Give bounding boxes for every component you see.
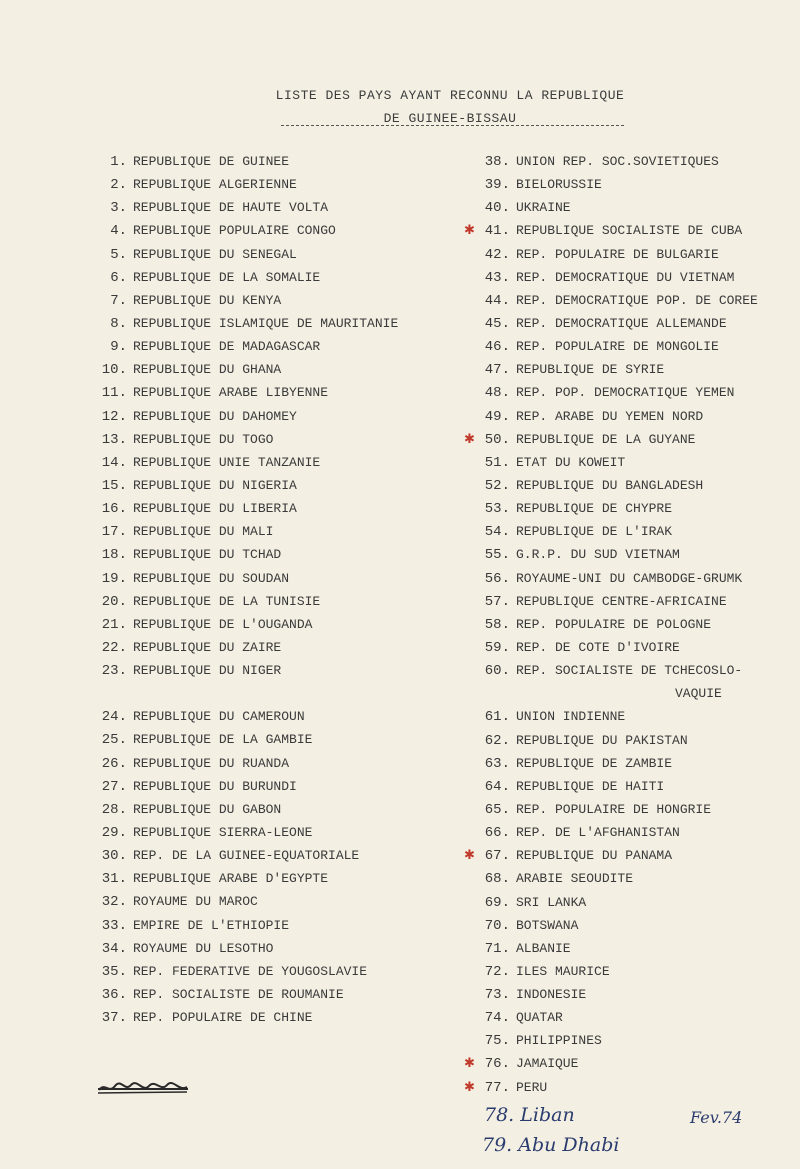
list-item bbox=[470, 937, 790, 960]
list-item bbox=[95, 775, 455, 798]
item-number: 15. bbox=[101, 477, 127, 494]
item-number: 42. bbox=[484, 246, 510, 263]
country-name: REPUBLIQUE SOCIALISTE DE CUBA bbox=[516, 223, 743, 239]
country-name: REP. SOCIALISTE DE TCHECOSLO- bbox=[516, 663, 743, 679]
item-number: 3. bbox=[110, 200, 127, 217]
list-item bbox=[95, 451, 455, 474]
country-name: REP. DE L'AFGHANISTAN bbox=[516, 825, 680, 841]
country-name: BOTSWANA bbox=[516, 917, 579, 933]
list-item bbox=[95, 497, 455, 520]
item-number: 32. bbox=[101, 894, 127, 911]
country-name: SRI LANKA bbox=[516, 894, 587, 910]
country-name: REPUBLIQUE DU GABON bbox=[133, 801, 282, 817]
country-name: REPUBLIQUE DU SOUDAN bbox=[133, 570, 290, 586]
list-item bbox=[95, 960, 455, 983]
country-name: REPUBLIQUE DE L'IRAK bbox=[516, 524, 673, 540]
country-name: EMPIRE DE L'ETHIOPIE bbox=[133, 917, 290, 933]
list-item bbox=[470, 358, 790, 381]
list-item bbox=[470, 705, 790, 728]
country-name: ROYAUME-UNI DU CAMBODGE-GRUMK bbox=[516, 570, 743, 586]
list-item bbox=[470, 775, 790, 798]
list-item bbox=[470, 613, 790, 636]
title-underline bbox=[281, 125, 624, 126]
item-number: 52. bbox=[484, 477, 510, 494]
list-item bbox=[470, 335, 790, 358]
country-name: REPUBLIQUE POPULAIRE CONGO bbox=[133, 223, 336, 239]
item-number: 2. bbox=[110, 177, 127, 194]
item-number: 31. bbox=[101, 871, 127, 888]
item-number: 24. bbox=[101, 709, 127, 726]
country-name: REPUBLIQUE DU BANGLADESH bbox=[516, 477, 704, 493]
country-name: REPUBLIQUE DE GUINEE bbox=[133, 154, 290, 169]
list-item bbox=[470, 983, 790, 1006]
item-number: 18. bbox=[101, 547, 127, 564]
item-number: 34. bbox=[101, 940, 127, 957]
item-number: 53. bbox=[484, 501, 510, 518]
country-name: REPUBLIQUE DU ZAIRE bbox=[133, 639, 282, 655]
crossed-out-signature bbox=[97, 1080, 189, 1096]
list-item bbox=[95, 798, 455, 821]
item-number: 11. bbox=[101, 385, 127, 402]
list-item bbox=[470, 960, 790, 983]
item-number: 26. bbox=[101, 755, 127, 772]
list-item bbox=[470, 636, 790, 659]
country-name: REP. DEMOCRATIQUE POP. DE COREE bbox=[516, 292, 758, 308]
country-name: UNION REP. SOC.SOVIETIQUES bbox=[516, 154, 719, 169]
handwritten-entry-78: 78. Liban bbox=[484, 1104, 575, 1126]
country-name: REPUBLIQUE DU MALI bbox=[133, 524, 274, 540]
list-item bbox=[95, 890, 455, 913]
country-name: UNION INDIENNE bbox=[516, 709, 626, 725]
item-number: 48. bbox=[484, 385, 510, 402]
list-item bbox=[95, 1006, 455, 1029]
list-item bbox=[470, 196, 790, 219]
country-name: REPUBLIQUE SIERRA-LEONE bbox=[133, 824, 313, 840]
red-asterisk-icon: ✱ bbox=[464, 223, 475, 239]
country-name: REPUBLIQUE DU LIBERIA bbox=[133, 501, 297, 517]
item-number: 57. bbox=[484, 593, 510, 610]
list-item bbox=[95, 983, 455, 1006]
item-number: 74. bbox=[484, 1010, 510, 1027]
country-name: REPUBLIQUE DE SYRIE bbox=[516, 362, 665, 378]
list-item bbox=[95, 358, 455, 381]
country-name: REPUBLIQUE DU RUANDA bbox=[133, 755, 290, 771]
item-number: 39. bbox=[484, 177, 510, 194]
list-item bbox=[464, 1052, 790, 1075]
list-item bbox=[470, 520, 790, 543]
list-item bbox=[470, 1006, 790, 1029]
list-item bbox=[464, 844, 790, 867]
country-name: ILES MAURICE bbox=[516, 963, 610, 979]
country-list-right bbox=[464, 150, 790, 1099]
country-name: PERU bbox=[516, 1079, 548, 1095]
list-item bbox=[95, 867, 455, 890]
country-name: REPUBLIQUE DE L'OUGANDA bbox=[133, 616, 313, 632]
country-name: REP. POPULAIRE DE POLOGNE bbox=[516, 616, 712, 632]
country-name: REPUBLIQUE DU PAKISTAN bbox=[516, 732, 688, 748]
item-number: 6. bbox=[110, 269, 127, 286]
item-number: 60. bbox=[484, 663, 510, 680]
item-number: 47. bbox=[484, 362, 510, 379]
country-name: REPUBLIQUE DE LA GUYANE bbox=[516, 431, 696, 447]
country-name: REPUBLIQUE CENTRE-AFRICAINE bbox=[516, 593, 727, 609]
country-name: BIELORUSSIE bbox=[516, 177, 602, 193]
country-name: REPUBLIQUE DE LA TUNISIE bbox=[133, 593, 321, 609]
list-item bbox=[95, 590, 455, 613]
country-name: REPUBLIQUE DE HAITI bbox=[516, 778, 665, 794]
item-number: 67. bbox=[484, 848, 510, 865]
list-item bbox=[470, 1029, 790, 1052]
item-number: 20. bbox=[101, 593, 127, 610]
list-spacer bbox=[95, 682, 455, 705]
country-name: REPUBLIQUE DU TOGO bbox=[133, 431, 274, 447]
item-number: 9. bbox=[110, 339, 127, 356]
list-item bbox=[470, 173, 790, 196]
list-item bbox=[95, 289, 455, 312]
item-number: 55. bbox=[484, 547, 510, 564]
document-title-line1: LISTE DES PAYS AYANT RECONNU LA REPUBLIQUE bbox=[275, 88, 625, 103]
country-name: REPUBLIQUE ISLAMIQUE DE MAURITANIE bbox=[133, 315, 399, 331]
item-number: 4. bbox=[110, 223, 127, 240]
country-name-continuation: VAQUIE bbox=[675, 686, 722, 702]
country-name: REPUBLIQUE DE ZAMBIE bbox=[516, 755, 673, 771]
list-item bbox=[95, 937, 455, 960]
country-name: REP. POPULAIRE DE BULGARIE bbox=[516, 246, 719, 262]
country-name: REPUBLIQUE DE HAUTE VOLTA bbox=[133, 200, 329, 216]
country-name: REP. POPULAIRE DE CHINE bbox=[133, 1010, 313, 1026]
list-item bbox=[464, 219, 790, 242]
list-item bbox=[470, 243, 790, 266]
country-name: REPUBLIQUE DE LA SOMALIE bbox=[133, 269, 321, 285]
country-name: REPUBLIQUE UNIE TANZANIE bbox=[133, 454, 321, 470]
country-name: G.R.P. DU SUD VIETNAM bbox=[516, 547, 680, 563]
country-name: REP. POP. DEMOCRATIQUE YEMEN bbox=[516, 385, 735, 401]
list-item bbox=[470, 798, 790, 821]
item-number: 12. bbox=[101, 408, 127, 425]
item-number: 69. bbox=[484, 894, 510, 911]
item-number: 35. bbox=[101, 963, 127, 980]
list-item bbox=[470, 590, 790, 613]
list-item bbox=[470, 821, 790, 844]
list-item bbox=[95, 196, 455, 219]
country-name: REP. DE COTE D'IVOIRE bbox=[516, 639, 680, 655]
item-number: 44. bbox=[484, 292, 510, 309]
item-number: 27. bbox=[101, 778, 127, 795]
item-number: 10. bbox=[101, 362, 127, 379]
item-number: 40. bbox=[484, 200, 510, 217]
list-item bbox=[464, 428, 790, 451]
list-item bbox=[95, 567, 455, 590]
item-number: 54. bbox=[484, 524, 510, 541]
country-name: REPUBLIQUE DU NIGERIA bbox=[133, 477, 297, 493]
item-number: 58. bbox=[484, 616, 510, 633]
list-item bbox=[95, 219, 455, 242]
item-number: 50. bbox=[484, 431, 510, 448]
list-item bbox=[95, 821, 455, 844]
country-name: REPUBLIQUE DU GHANA bbox=[133, 362, 282, 378]
item-number: 65. bbox=[484, 801, 510, 818]
item-number: 49. bbox=[484, 408, 510, 425]
country-name: PHILIPPINES bbox=[516, 1033, 602, 1049]
country-name: QUATAR bbox=[516, 1010, 563, 1026]
item-number: 5. bbox=[110, 246, 127, 263]
list-item bbox=[95, 405, 455, 428]
item-number: 46. bbox=[484, 339, 510, 356]
item-number: 14. bbox=[101, 454, 127, 471]
item-number: 72. bbox=[484, 963, 510, 980]
list-item bbox=[470, 497, 790, 520]
list-item bbox=[95, 659, 455, 682]
list-item bbox=[470, 914, 790, 937]
red-asterisk-icon: ✱ bbox=[464, 1056, 475, 1072]
list-item bbox=[95, 914, 455, 937]
list-item bbox=[470, 266, 790, 289]
item-number: 63. bbox=[484, 755, 510, 772]
item-number: 16. bbox=[101, 501, 127, 518]
item-number: 56. bbox=[484, 570, 510, 587]
item-number: 21. bbox=[101, 616, 127, 633]
item-number: 41. bbox=[484, 223, 510, 240]
item-number: 76. bbox=[484, 1056, 510, 1073]
item-number: 17. bbox=[101, 524, 127, 541]
item-number: 22. bbox=[101, 639, 127, 656]
item-number: 38. bbox=[484, 154, 510, 170]
item-number: 51. bbox=[484, 454, 510, 471]
list-item bbox=[95, 266, 455, 289]
country-name: REP. POPULAIRE DE MONGOLIE bbox=[516, 339, 719, 355]
list-item bbox=[95, 520, 455, 543]
list-item bbox=[95, 381, 455, 404]
item-number: 75. bbox=[484, 1033, 510, 1050]
list-item bbox=[470, 289, 790, 312]
country-name: UKRAINE bbox=[516, 200, 571, 216]
item-number: 29. bbox=[101, 824, 127, 841]
country-name: REPUBLIQUE DE LA GAMBIE bbox=[133, 732, 313, 748]
country-name: REPUBLIQUE DE CHYPRE bbox=[516, 501, 673, 517]
item-number: 43. bbox=[484, 269, 510, 286]
country-name: REPUBLIQUE DU PANAMA bbox=[516, 848, 673, 864]
list-item bbox=[95, 752, 455, 775]
list-item bbox=[470, 451, 790, 474]
country-name: REPUBLIQUE ARABE D'EGYPTE bbox=[133, 871, 329, 887]
country-name: REP. ARABE DU YEMEN NORD bbox=[516, 408, 704, 424]
item-number: 62. bbox=[484, 732, 510, 749]
item-number: 33. bbox=[101, 917, 127, 934]
country-name: REPUBLIQUE DU DAHOMEY bbox=[133, 408, 297, 424]
country-name: ROYAUME DU MAROC bbox=[133, 894, 258, 910]
item-number: 8. bbox=[110, 315, 127, 332]
handwritten-entry-79: 79. Abu Dhabi bbox=[482, 1134, 620, 1156]
country-name: ARABIE SEOUDITE bbox=[516, 871, 634, 887]
list-item bbox=[470, 659, 790, 682]
country-name: REPUBLIQUE DU KENYA bbox=[133, 292, 282, 308]
list-item bbox=[470, 474, 790, 497]
list-item bbox=[470, 543, 790, 566]
country-name: REPUBLIQUE DU BURUNDI bbox=[133, 778, 297, 794]
list-item bbox=[470, 867, 790, 890]
red-asterisk-icon: ✱ bbox=[464, 848, 475, 864]
country-name: INDONESIE bbox=[516, 987, 587, 1003]
list-item bbox=[95, 150, 455, 173]
country-name: JAMAIQUE bbox=[516, 1056, 579, 1072]
item-number: 64. bbox=[484, 778, 510, 795]
country-name: REPUBLIQUE DE MADAGASCAR bbox=[133, 339, 321, 355]
item-number: 30. bbox=[101, 848, 127, 865]
item-number: 71. bbox=[484, 940, 510, 957]
country-name: REP. DEMOCRATIQUE DU VIETNAM bbox=[516, 269, 735, 285]
item-number: 59. bbox=[484, 639, 510, 656]
country-name: ALBANIE bbox=[516, 940, 571, 956]
list-item bbox=[95, 243, 455, 266]
document-title-line2: DE GUINEE-BISSAU bbox=[383, 111, 517, 126]
handwritten-date-note: Fev.74 bbox=[690, 1108, 743, 1127]
country-name: REPUBLIQUE ALGERIENNE bbox=[133, 177, 297, 193]
list-item bbox=[470, 752, 790, 775]
list-item bbox=[95, 474, 455, 497]
list-item bbox=[95, 705, 455, 728]
country-name: REPUBLIQUE DU CAMEROUN bbox=[133, 709, 305, 725]
country-name: REP. POPULAIRE DE HONGRIE bbox=[516, 801, 712, 817]
item-number: 23. bbox=[101, 663, 127, 680]
list-item bbox=[95, 728, 455, 751]
item-number: 77. bbox=[484, 1079, 510, 1096]
item-number: 68. bbox=[484, 871, 510, 888]
item-number: 19. bbox=[101, 570, 127, 587]
country-name: REPUBLIQUE ARABE LIBYENNE bbox=[133, 385, 329, 401]
list-item bbox=[470, 891, 790, 914]
country-name: REPUBLIQUE DU NIGER bbox=[133, 663, 282, 679]
list-item bbox=[470, 405, 790, 428]
country-name: REPUBLIQUE DU TCHAD bbox=[133, 547, 282, 563]
list-item bbox=[95, 543, 455, 566]
list-item bbox=[470, 150, 790, 173]
item-number: 66. bbox=[484, 825, 510, 842]
list-item bbox=[95, 636, 455, 659]
list-item bbox=[95, 335, 455, 358]
item-number: 37. bbox=[101, 1010, 127, 1027]
list-item bbox=[470, 729, 790, 752]
item-number: 36. bbox=[101, 986, 127, 1003]
item-number: 1. bbox=[110, 154, 127, 170]
item-number: 61. bbox=[484, 709, 510, 726]
country-name: REPUBLIQUE DU SENEGAL bbox=[133, 246, 297, 262]
item-number: 7. bbox=[110, 292, 127, 309]
country-list-left bbox=[95, 150, 455, 1029]
country-name: REP. DE LA GUINEE-EQUATORIALE bbox=[133, 848, 360, 864]
list-item bbox=[470, 312, 790, 335]
country-name: REP. FEDERATIVE DE YOUGOSLAVIE bbox=[133, 963, 368, 979]
list-item bbox=[95, 613, 455, 636]
list-item bbox=[95, 428, 455, 451]
list-item bbox=[470, 567, 790, 590]
item-number: 28. bbox=[101, 801, 127, 818]
item-number: 45. bbox=[484, 315, 510, 332]
list-item bbox=[464, 1076, 790, 1099]
country-name: ETAT DU KOWEIT bbox=[516, 454, 626, 470]
list-item bbox=[470, 381, 790, 404]
country-name: ROYAUME DU LESOTHO bbox=[133, 940, 274, 956]
list-item bbox=[95, 844, 455, 867]
item-number: 25. bbox=[101, 732, 127, 749]
red-asterisk-icon: ✱ bbox=[464, 431, 475, 447]
list-item bbox=[95, 312, 455, 335]
red-asterisk-icon: ✱ bbox=[464, 1079, 475, 1095]
country-name: REP. DEMOCRATIQUE ALLEMANDE bbox=[516, 315, 727, 331]
item-number: 70. bbox=[484, 917, 510, 934]
item-number: 13. bbox=[101, 431, 127, 448]
list-item bbox=[95, 173, 455, 196]
item-number: 73. bbox=[484, 987, 510, 1004]
country-name: REP. SOCIALISTE DE ROUMANIE bbox=[133, 986, 344, 1002]
